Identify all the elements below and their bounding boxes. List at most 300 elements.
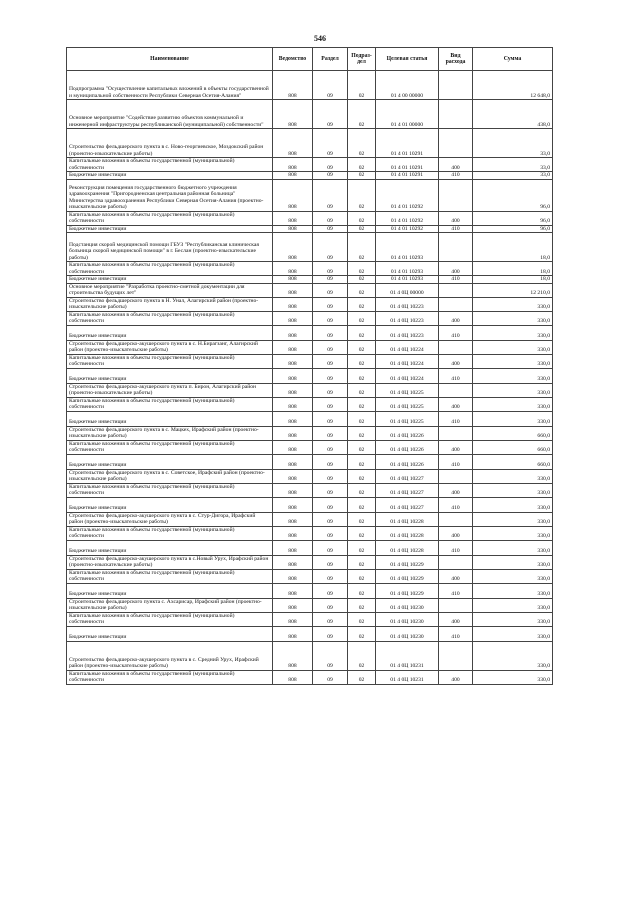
cell-type: 400: [439, 483, 473, 497]
cell-section: 09: [313, 354, 348, 368]
table-row: [67, 233, 553, 262]
cell-target: 01 4 0Ц 10225: [376, 411, 439, 426]
cell-name: Капитальные вложения в объекты государственной (муниципальной) собственности: [67, 158, 273, 172]
table-row: [67, 512, 553, 526]
cell-subsection: 02: [348, 383, 376, 397]
cell-type: 410: [439, 626, 473, 641]
cell-subsection: 02: [348, 569, 376, 583]
cell-name: Капитальные вложения в объекты государственной (муниципальной) собственности: [67, 569, 273, 583]
cell-ministry: 808: [273, 311, 313, 325]
table-row: [67, 129, 553, 158]
cell-target: 01 4 0Ц 10227: [376, 497, 439, 512]
cell-ministry: 808: [273, 454, 313, 469]
cell-ministry: 808: [273, 569, 313, 583]
cell-section: 09: [313, 158, 348, 172]
cell-target: 01 4 0Ц 10224: [376, 340, 439, 354]
cell-section: 09: [313, 211, 348, 225]
cell-type: 410: [439, 276, 473, 284]
cell-ministry: 808: [273, 233, 313, 262]
cell-name: Бюджетные инвестиции: [67, 172, 273, 180]
cell-name: Капитальные вложения в объекты государственной (муниципальной) собственности: [67, 354, 273, 368]
table-row: [67, 440, 553, 454]
cell-ministry: 808: [273, 483, 313, 497]
cell-subsection: 02: [348, 283, 376, 297]
cell-target: 01 4 01 10291: [376, 129, 439, 158]
table-row: [67, 211, 553, 225]
cell-section: 09: [313, 325, 348, 340]
cell-target: 01 4 0Ц 10224: [376, 354, 439, 368]
cell-subsection: 02: [348, 670, 376, 684]
header-amount: Сумма: [473, 48, 553, 71]
table-row: [67, 100, 553, 129]
table-row: [67, 469, 553, 483]
cell-amount: 330,0: [473, 483, 553, 497]
cell-subsection: 02: [348, 583, 376, 598]
table-row: [67, 172, 553, 180]
cell-section: 09: [313, 297, 348, 311]
cell-name: Строительство фельдшерского пункта с. Ахсарисар, Ирафский район (проектно-изыскательские работы): [67, 598, 273, 612]
cell-name: Бюджетные инвестиции: [67, 368, 273, 383]
budget-table: [66, 47, 553, 685]
cell-ministry: 808: [273, 512, 313, 526]
cell-ministry: 808: [273, 325, 313, 340]
cell-type: 400: [439, 612, 473, 626]
cell-ministry: 808: [273, 526, 313, 540]
header-ministry: Ведомство: [273, 48, 313, 71]
cell-type: 410: [439, 368, 473, 383]
cell-section: 09: [313, 233, 348, 262]
cell-section: 09: [313, 555, 348, 569]
cell-type: 410: [439, 325, 473, 340]
cell-type: [439, 641, 473, 670]
cell-target: 01 4 0Ц 10223: [376, 297, 439, 311]
cell-subsection: 02: [348, 411, 376, 426]
table-row: [67, 397, 553, 411]
cell-type: 410: [439, 540, 473, 555]
cell-amount: 330,0: [473, 626, 553, 641]
table-row: [67, 225, 553, 233]
cell-ministry: 808: [273, 297, 313, 311]
table-row: [67, 297, 553, 311]
header-target: Целевая статья: [376, 48, 439, 71]
cell-type: [439, 469, 473, 483]
cell-ministry: 808: [273, 426, 313, 440]
cell-name: Капитальные вложения в объекты государственной (муниципальной) собственности: [67, 670, 273, 684]
table-row: [67, 483, 553, 497]
cell-subsection: 02: [348, 211, 376, 225]
header-name: Наименование: [67, 48, 273, 71]
cell-section: 09: [313, 276, 348, 284]
cell-amount: 330,0: [473, 598, 553, 612]
table-row: [67, 598, 553, 612]
cell-subsection: 02: [348, 641, 376, 670]
cell-amount: 330,0: [473, 325, 553, 340]
cell-subsection: 02: [348, 540, 376, 555]
cell-name: Подстанция скорой медицинской помощи ГБУЗ "Республиканская клиническая больница скорой медицинской помощи" в г. Беслан (проектно-изыскательские работы): [67, 233, 273, 262]
cell-subsection: 02: [348, 612, 376, 626]
cell-subsection: 02: [348, 297, 376, 311]
table-row: [67, 454, 553, 469]
cell-type: [439, 71, 473, 100]
cell-name: Бюджетные инвестиции: [67, 583, 273, 598]
cell-ministry: 808: [273, 158, 313, 172]
cell-section: 09: [313, 626, 348, 641]
cell-name: Строительство фельдшерско-акушерского пункта в с.Новый Урух, Ирафский район (проектно-изыскательские работы): [67, 555, 273, 569]
cell-subsection: 02: [348, 440, 376, 454]
cell-amount: 330,0: [473, 512, 553, 526]
cell-section: 09: [313, 411, 348, 426]
cell-ministry: 808: [273, 283, 313, 297]
cell-name: Строительство фельдшерско-акушерского пункта п. Бирон, Алагирский район (проектно-изыскательские работы): [67, 383, 273, 397]
cell-type: 410: [439, 225, 473, 233]
cell-ministry: 808: [273, 129, 313, 158]
cell-subsection: 02: [348, 100, 376, 129]
cell-name: Строительство фельдшерско-акушерского пункта в с. Стур-Дигора, Ирафский район (проектно-изыскательские работы): [67, 512, 273, 526]
cell-section: 09: [313, 469, 348, 483]
cell-name: Строительство фельдшерско-акушерского пункта в с. Н.Бирагзанг, Алагирский район (проектно-изыскательские работы): [67, 340, 273, 354]
cell-ministry: 808: [273, 583, 313, 598]
cell-subsection: 02: [348, 469, 376, 483]
cell-section: 09: [313, 569, 348, 583]
cell-name: Капитальные вложения в объекты государственной (муниципальной) собственности: [67, 397, 273, 411]
cell-name: Строительство фельдшерского пункта в Н. Унал, Алагирский район (проектно-изыскательские работы): [67, 297, 273, 311]
cell-name: Капитальные вложения в объекты государственной (муниципальной) собственности: [67, 440, 273, 454]
cell-amount: 330,0: [473, 540, 553, 555]
cell-amount: 330,0: [473, 555, 553, 569]
cell-subsection: 02: [348, 555, 376, 569]
cell-type: [439, 283, 473, 297]
header-type: Вид расхода: [439, 48, 473, 71]
cell-type: [439, 129, 473, 158]
cell-type: [439, 598, 473, 612]
cell-target: 01 4 0Ц 10224: [376, 368, 439, 383]
cell-type: 410: [439, 172, 473, 180]
cell-target: 01 4 01 10291: [376, 158, 439, 172]
table-row: [67, 262, 553, 276]
cell-subsection: 02: [348, 483, 376, 497]
cell-section: 09: [313, 440, 348, 454]
cell-name: Бюджетные инвестиции: [67, 454, 273, 469]
cell-name: Бюджетные инвестиции: [67, 325, 273, 340]
cell-ministry: 808: [273, 497, 313, 512]
cell-section: 09: [313, 100, 348, 129]
cell-target: 01 4 01 10293: [376, 262, 439, 276]
table-row: [67, 283, 553, 297]
cell-target: 01 4 01 10292: [376, 179, 439, 211]
cell-section: 09: [313, 397, 348, 411]
cell-amount: 330,0: [473, 297, 553, 311]
cell-name: Строительство фельдшерского пункта в с. Советское, Ирафский район (проектно-изыскательские работы): [67, 469, 273, 483]
cell-ministry: 808: [273, 383, 313, 397]
table-row: [67, 569, 553, 583]
cell-ministry: 808: [273, 469, 313, 483]
cell-target: 01 4 0Ц 10225: [376, 397, 439, 411]
cell-section: 09: [313, 71, 348, 100]
cell-type: [439, 383, 473, 397]
cell-target: 01 4 0Ц 10230: [376, 626, 439, 641]
cell-ministry: 808: [273, 211, 313, 225]
cell-subsection: 02: [348, 426, 376, 440]
cell-type: 400: [439, 670, 473, 684]
cell-target: 01 4 00 00000: [376, 71, 439, 100]
cell-ministry: 808: [273, 612, 313, 626]
table-row: [67, 583, 553, 598]
cell-type: 400: [439, 569, 473, 583]
cell-target: 01 4 0Ц 10223: [376, 325, 439, 340]
cell-target: 01 4 0Ц 10225: [376, 383, 439, 397]
cell-subsection: 02: [348, 276, 376, 284]
cell-name: Бюджетные инвестиции: [67, 276, 273, 284]
cell-section: 09: [313, 641, 348, 670]
cell-name: Капитальные вложения в объекты государственной (муниципальной) собственности: [67, 311, 273, 325]
cell-subsection: 02: [348, 129, 376, 158]
cell-type: 400: [439, 526, 473, 540]
cell-subsection: 02: [348, 626, 376, 641]
cell-target: 01 4 0Ц 10228: [376, 526, 439, 540]
cell-amount: 330,0: [473, 368, 553, 383]
cell-type: 410: [439, 583, 473, 598]
table-row: [67, 540, 553, 555]
cell-name: Бюджетные инвестиции: [67, 497, 273, 512]
cell-subsection: 02: [348, 397, 376, 411]
cell-name: Реконструкция помещения государственного бюджетного учреждения здравоохранения "Пригородненская центральная районная больница" Министерства здравоохранения Республики Северная Осетия-Алания (проектно-изыскательские работы): [67, 179, 273, 211]
cell-target: 01 4 0Ц 10226: [376, 426, 439, 440]
cell-type: [439, 100, 473, 129]
cell-target: 01 4 01 10292: [376, 211, 439, 225]
cell-ministry: 808: [273, 641, 313, 670]
cell-type: 410: [439, 454, 473, 469]
cell-target: 01 4 0Ц 10228: [376, 540, 439, 555]
cell-target: 01 4 0Ц 10230: [376, 612, 439, 626]
cell-section: 09: [313, 225, 348, 233]
table-row: [67, 383, 553, 397]
cell-amount: 438,0: [473, 100, 553, 129]
cell-amount: 330,0: [473, 411, 553, 426]
cell-subsection: 02: [348, 262, 376, 276]
cell-target: 01 4 0Ц 10226: [376, 454, 439, 469]
table-row: [67, 340, 553, 354]
cell-amount: 330,0: [473, 354, 553, 368]
cell-amount: 330,0: [473, 469, 553, 483]
cell-type: 410: [439, 411, 473, 426]
cell-target: 01 4 0Ц 10229: [376, 583, 439, 598]
cell-section: 09: [313, 340, 348, 354]
cell-amount: 96,0: [473, 179, 553, 211]
table-row: [67, 670, 553, 684]
cell-ministry: 808: [273, 276, 313, 284]
cell-subsection: 02: [348, 71, 376, 100]
cell-section: 09: [313, 497, 348, 512]
cell-target: 01 4 01 00000: [376, 100, 439, 129]
cell-ministry: 808: [273, 540, 313, 555]
table-row: [67, 179, 553, 211]
cell-subsection: 02: [348, 311, 376, 325]
cell-ministry: 808: [273, 354, 313, 368]
cell-name: Бюджетные инвестиции: [67, 626, 273, 641]
cell-type: [439, 179, 473, 211]
cell-amount: 12 210,0: [473, 283, 553, 297]
cell-amount: 330,0: [473, 670, 553, 684]
cell-subsection: 02: [348, 325, 376, 340]
cell-amount: 330,0: [473, 569, 553, 583]
cell-type: 400: [439, 311, 473, 325]
cell-type: 400: [439, 397, 473, 411]
table-row: [67, 612, 553, 626]
header-subsection: Подраз- дел: [348, 48, 376, 71]
cell-section: 09: [313, 179, 348, 211]
table-row: [67, 411, 553, 426]
cell-amount: 660,0: [473, 440, 553, 454]
cell-target: 01 4 01 10293: [376, 276, 439, 284]
cell-type: 400: [439, 211, 473, 225]
cell-name: Капитальные вложения в объекты государственной (муниципальной) собственности: [67, 612, 273, 626]
cell-amount: 330,0: [473, 612, 553, 626]
cell-name: Капитальные вложения в объекты государственной (муниципальной) собственности: [67, 262, 273, 276]
cell-type: 410: [439, 497, 473, 512]
cell-name: Капитальные вложения в объекты государственной (муниципальной) собственности: [67, 483, 273, 497]
cell-subsection: 02: [348, 340, 376, 354]
cell-target: 01 4 0Ц 00000: [376, 283, 439, 297]
table-body: [67, 71, 553, 685]
cell-target: 01 4 0Ц 10227: [376, 469, 439, 483]
table-row: [67, 276, 553, 284]
cell-subsection: 02: [348, 497, 376, 512]
cell-name: Строительство фельдшерского пункта в с. Мацкех, Ирафский район (проектно-изыскательские работы): [67, 426, 273, 440]
cell-ministry: 808: [273, 670, 313, 684]
cell-target: 01 4 0Ц 10228: [376, 512, 439, 526]
cell-target: 01 4 01 10293: [376, 233, 439, 262]
cell-amount: 330,0: [473, 311, 553, 325]
table-row: [67, 555, 553, 569]
cell-section: 09: [313, 383, 348, 397]
cell-type: [439, 512, 473, 526]
cell-amount: 33,0: [473, 172, 553, 180]
cell-amount: 330,0: [473, 340, 553, 354]
cell-target: 01 4 0Ц 10230: [376, 598, 439, 612]
cell-target: 01 4 0Ц 10229: [376, 555, 439, 569]
cell-target: 01 4 0Ц 10229: [376, 569, 439, 583]
cell-type: 400: [439, 262, 473, 276]
cell-section: 09: [313, 311, 348, 325]
cell-target: 01 4 0Ц 10231: [376, 641, 439, 670]
table-row: [67, 626, 553, 641]
table-row: [67, 526, 553, 540]
table-row: [67, 368, 553, 383]
cell-amount: 12 648,0: [473, 71, 553, 100]
cell-ministry: 808: [273, 440, 313, 454]
cell-name: Бюджетные инвестиции: [67, 225, 273, 233]
cell-section: 09: [313, 583, 348, 598]
cell-ministry: 808: [273, 411, 313, 426]
cell-type: 400: [439, 158, 473, 172]
cell-section: 09: [313, 598, 348, 612]
cell-name: Бюджетные инвестиции: [67, 540, 273, 555]
cell-name: Бюджетные инвестиции: [67, 411, 273, 426]
cell-subsection: 02: [348, 512, 376, 526]
cell-section: 09: [313, 129, 348, 158]
cell-section: 09: [313, 172, 348, 180]
cell-name: Основное мероприятие "Содействие развитию объектов коммунальной и инженерной инфраструктуры республиканской (муниципальной) собственности": [67, 100, 273, 129]
cell-target: 01 4 0Ц 10226: [376, 440, 439, 454]
cell-section: 09: [313, 512, 348, 526]
cell-type: [439, 340, 473, 354]
cell-subsection: 02: [348, 598, 376, 612]
cell-ministry: 808: [273, 225, 313, 233]
cell-target: 01 4 0Ц 10231: [376, 670, 439, 684]
cell-subsection: 02: [348, 233, 376, 262]
cell-name: Строительство фельдшерско-акушерского пункта в с. Средний Урух, Ирафский район (проектно-изыскательские работы): [67, 641, 273, 670]
cell-ministry: 808: [273, 397, 313, 411]
cell-amount: 18,0: [473, 262, 553, 276]
cell-name: Капитальные вложения в объекты государственной (муниципальной) собственности: [67, 526, 273, 540]
cell-section: 09: [313, 368, 348, 383]
table-header: [67, 48, 553, 71]
table-row: [67, 311, 553, 325]
cell-amount: 33,0: [473, 158, 553, 172]
cell-section: 09: [313, 426, 348, 440]
table-row: [67, 158, 553, 172]
cell-amount: 96,0: [473, 211, 553, 225]
table-row: [67, 71, 553, 100]
cell-type: [439, 555, 473, 569]
cell-amount: 33,0: [473, 129, 553, 158]
cell-type: [439, 233, 473, 262]
cell-subsection: 02: [348, 225, 376, 233]
cell-type: 400: [439, 440, 473, 454]
cell-type: [439, 426, 473, 440]
cell-amount: 330,0: [473, 526, 553, 540]
cell-ministry: 808: [273, 555, 313, 569]
cell-section: 09: [313, 526, 348, 540]
cell-target: 01 4 01 10291: [376, 172, 439, 180]
cell-target: 01 4 0Ц 10227: [376, 483, 439, 497]
cell-amount: 660,0: [473, 454, 553, 469]
cell-section: 09: [313, 483, 348, 497]
cell-ministry: 808: [273, 71, 313, 100]
cell-ministry: 808: [273, 179, 313, 211]
cell-ministry: 808: [273, 172, 313, 180]
cell-subsection: 02: [348, 172, 376, 180]
table-row: [67, 641, 553, 670]
cell-amount: 330,0: [473, 497, 553, 512]
cell-name: Подпрограмма "Осуществление капитальных вложений в объекты государственной и муниципальной собственности Республики Северная Осетия-Алания": [67, 71, 273, 100]
cell-ministry: 808: [273, 100, 313, 129]
page-number: 546: [314, 34, 326, 43]
cell-section: 09: [313, 454, 348, 469]
cell-amount: 330,0: [473, 583, 553, 598]
cell-amount: 330,0: [473, 641, 553, 670]
cell-subsection: 02: [348, 454, 376, 469]
cell-amount: 18,0: [473, 276, 553, 284]
cell-ministry: 808: [273, 340, 313, 354]
cell-type: 400: [439, 354, 473, 368]
cell-amount: 96,0: [473, 225, 553, 233]
cell-ministry: 808: [273, 262, 313, 276]
header-section: Раздел: [313, 48, 348, 71]
cell-amount: 330,0: [473, 397, 553, 411]
cell-name: Основное мероприятие "Разработка проектно-сметной документации для строительства будущих лет": [67, 283, 273, 297]
cell-section: 09: [313, 612, 348, 626]
cell-ministry: 808: [273, 598, 313, 612]
table-row: [67, 354, 553, 368]
cell-name: Капитальные вложения в объекты государственной (муниципальной) собственности: [67, 211, 273, 225]
cell-section: 09: [313, 540, 348, 555]
cell-amount: 330,0: [473, 383, 553, 397]
cell-section: 09: [313, 670, 348, 684]
cell-subsection: 02: [348, 354, 376, 368]
table-row: [67, 426, 553, 440]
cell-section: 09: [313, 262, 348, 276]
